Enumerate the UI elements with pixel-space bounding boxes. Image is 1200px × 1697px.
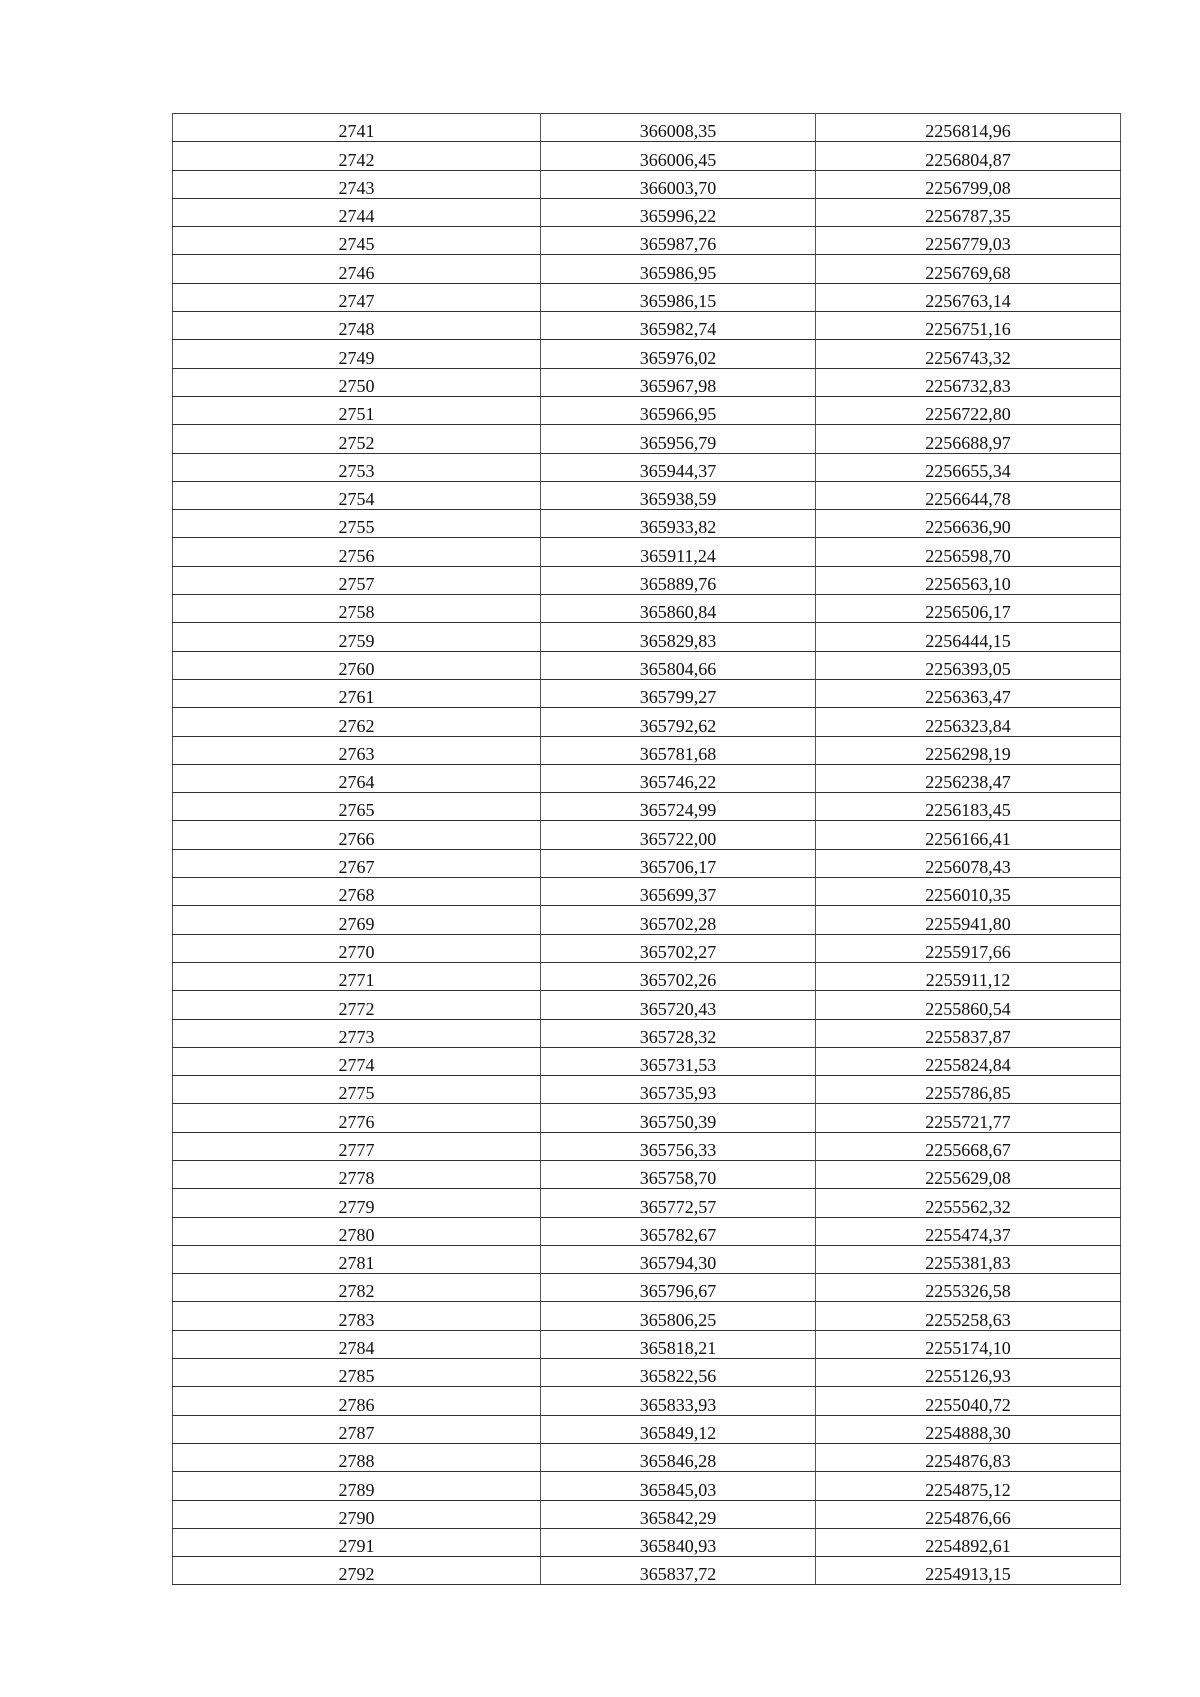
point-number-cell: 2776	[173, 1104, 541, 1132]
table-row	[173, 1047, 1121, 1075]
table-row	[173, 764, 1121, 792]
y-coordinate-cell: 2255911,12	[816, 962, 1121, 990]
y-coordinate-cell: 2256078,43	[816, 849, 1121, 877]
point-number-cell: 2757	[173, 566, 541, 594]
table-row	[173, 1302, 1121, 1330]
point-number-cell: 2752	[173, 425, 541, 453]
point-number-cell: 2760	[173, 651, 541, 679]
y-coordinate-cell: 2256444,15	[816, 623, 1121, 651]
table-row	[173, 595, 1121, 623]
y-coordinate-cell: 2255126,93	[816, 1359, 1121, 1387]
table-row	[173, 1217, 1121, 1245]
x-coordinate-cell: 365722,00	[541, 821, 816, 849]
x-coordinate-cell: 365781,68	[541, 736, 816, 764]
table-row	[173, 1387, 1121, 1415]
x-coordinate-cell: 365933,82	[541, 510, 816, 538]
y-coordinate-cell: 2255040,72	[816, 1387, 1121, 1415]
table-row	[173, 255, 1121, 283]
y-coordinate-cell: 2256598,70	[816, 538, 1121, 566]
point-number-cell: 2773	[173, 1019, 541, 1047]
table-row	[173, 510, 1121, 538]
point-number-cell: 2784	[173, 1330, 541, 1358]
point-number-cell: 2778	[173, 1160, 541, 1188]
x-coordinate-cell: 366006,45	[541, 142, 816, 170]
table-row	[173, 198, 1121, 226]
x-coordinate-cell: 365799,27	[541, 679, 816, 707]
x-coordinate-cell: 365758,70	[541, 1160, 816, 1188]
point-number-cell: 2791	[173, 1528, 541, 1556]
y-coordinate-cell: 2256393,05	[816, 651, 1121, 679]
table-row	[173, 1189, 1121, 1217]
table-row	[173, 396, 1121, 424]
table-row	[173, 1528, 1121, 1556]
point-number-cell: 2743	[173, 170, 541, 198]
point-number-cell: 2792	[173, 1557, 541, 1585]
table-row	[173, 566, 1121, 594]
point-number-cell: 2786	[173, 1387, 541, 1415]
table-row	[173, 1415, 1121, 1443]
coordinates-table	[172, 113, 1121, 1585]
point-number-cell: 2750	[173, 368, 541, 396]
y-coordinate-cell: 2255786,85	[816, 1076, 1121, 1104]
table-row	[173, 1472, 1121, 1500]
table-row	[173, 679, 1121, 707]
point-number-cell: 2789	[173, 1472, 541, 1500]
x-coordinate-cell: 365702,26	[541, 962, 816, 990]
y-coordinate-cell: 2255474,37	[816, 1217, 1121, 1245]
point-number-cell: 2755	[173, 510, 541, 538]
y-coordinate-cell: 2256787,35	[816, 198, 1121, 226]
x-coordinate-cell: 365986,15	[541, 283, 816, 311]
table-row	[173, 1443, 1121, 1471]
table-row	[173, 1019, 1121, 1047]
x-coordinate-cell: 365728,32	[541, 1019, 816, 1047]
point-number-cell: 2741	[173, 114, 541, 142]
x-coordinate-cell: 365911,24	[541, 538, 816, 566]
point-number-cell: 2782	[173, 1274, 541, 1302]
table-row	[173, 906, 1121, 934]
table-row	[173, 736, 1121, 764]
table-row	[173, 1076, 1121, 1104]
x-coordinate-cell: 365956,79	[541, 425, 816, 453]
table-row	[173, 623, 1121, 651]
table-row	[173, 1132, 1121, 1160]
point-number-cell: 2753	[173, 453, 541, 481]
x-coordinate-cell: 365782,67	[541, 1217, 816, 1245]
y-coordinate-cell: 2255668,67	[816, 1132, 1121, 1160]
point-number-cell: 2749	[173, 340, 541, 368]
y-coordinate-cell: 2256779,03	[816, 227, 1121, 255]
table-row	[173, 453, 1121, 481]
table-row	[173, 1330, 1121, 1358]
point-number-cell: 2771	[173, 962, 541, 990]
point-number-cell: 2764	[173, 764, 541, 792]
table-row	[173, 538, 1121, 566]
y-coordinate-cell: 2255824,84	[816, 1047, 1121, 1075]
y-coordinate-cell: 2256688,97	[816, 425, 1121, 453]
table-row	[173, 1557, 1121, 1585]
x-coordinate-cell: 365699,37	[541, 878, 816, 906]
y-coordinate-cell: 2254888,30	[816, 1415, 1121, 1443]
point-number-cell: 2790	[173, 1500, 541, 1528]
point-number-cell: 2767	[173, 849, 541, 877]
x-coordinate-cell: 365849,12	[541, 1415, 816, 1443]
table-row	[173, 481, 1121, 509]
y-coordinate-cell: 2256644,78	[816, 481, 1121, 509]
y-coordinate-cell: 2256506,17	[816, 595, 1121, 623]
point-number-cell: 2745	[173, 227, 541, 255]
point-number-cell: 2761	[173, 679, 541, 707]
y-coordinate-cell: 2256010,35	[816, 878, 1121, 906]
y-coordinate-cell: 2255860,54	[816, 991, 1121, 1019]
coordinates-table-body	[173, 114, 1121, 1585]
x-coordinate-cell: 365702,28	[541, 906, 816, 934]
x-coordinate-cell: 365987,76	[541, 227, 816, 255]
y-coordinate-cell: 2256323,84	[816, 708, 1121, 736]
x-coordinate-cell: 365750,39	[541, 1104, 816, 1132]
x-coordinate-cell: 365720,43	[541, 991, 816, 1019]
y-coordinate-cell: 2255941,80	[816, 906, 1121, 934]
point-number-cell: 2758	[173, 595, 541, 623]
point-number-cell: 2780	[173, 1217, 541, 1245]
table-row	[173, 1359, 1121, 1387]
point-number-cell: 2785	[173, 1359, 541, 1387]
y-coordinate-cell: 2256799,08	[816, 170, 1121, 198]
x-coordinate-cell: 365731,53	[541, 1047, 816, 1075]
table-row	[173, 340, 1121, 368]
table-row	[173, 227, 1121, 255]
point-number-cell: 2748	[173, 312, 541, 340]
y-coordinate-cell: 2255174,10	[816, 1330, 1121, 1358]
x-coordinate-cell: 365982,74	[541, 312, 816, 340]
point-number-cell: 2774	[173, 1047, 541, 1075]
y-coordinate-cell: 2254876,83	[816, 1443, 1121, 1471]
y-coordinate-cell: 2256563,10	[816, 566, 1121, 594]
y-coordinate-cell: 2256298,19	[816, 736, 1121, 764]
x-coordinate-cell: 365804,66	[541, 651, 816, 679]
y-coordinate-cell: 2256722,80	[816, 396, 1121, 424]
x-coordinate-cell: 365944,37	[541, 453, 816, 481]
point-number-cell: 2779	[173, 1189, 541, 1217]
point-number-cell: 2788	[173, 1443, 541, 1471]
x-coordinate-cell: 366003,70	[541, 170, 816, 198]
point-number-cell: 2765	[173, 793, 541, 821]
table-row	[173, 849, 1121, 877]
x-coordinate-cell: 365976,02	[541, 340, 816, 368]
table-row	[173, 934, 1121, 962]
table-row	[173, 425, 1121, 453]
x-coordinate-cell: 365996,22	[541, 198, 816, 226]
x-coordinate-cell: 365860,84	[541, 595, 816, 623]
x-coordinate-cell: 365735,93	[541, 1076, 816, 1104]
table-row	[173, 708, 1121, 736]
table-row	[173, 793, 1121, 821]
y-coordinate-cell: 2255381,83	[816, 1245, 1121, 1273]
point-number-cell: 2775	[173, 1076, 541, 1104]
x-coordinate-cell: 365796,67	[541, 1274, 816, 1302]
y-coordinate-cell: 2256769,68	[816, 255, 1121, 283]
table-row	[173, 878, 1121, 906]
y-coordinate-cell: 2256763,14	[816, 283, 1121, 311]
x-coordinate-cell: 365829,83	[541, 623, 816, 651]
y-coordinate-cell: 2255629,08	[816, 1160, 1121, 1188]
table-row	[173, 1500, 1121, 1528]
y-coordinate-cell: 2256238,47	[816, 764, 1121, 792]
x-coordinate-cell: 365840,93	[541, 1528, 816, 1556]
x-coordinate-cell: 365967,98	[541, 368, 816, 396]
point-number-cell: 2768	[173, 878, 541, 906]
table-row	[173, 368, 1121, 396]
point-number-cell: 2746	[173, 255, 541, 283]
y-coordinate-cell: 2255917,66	[816, 934, 1121, 962]
table-row	[173, 991, 1121, 1019]
y-coordinate-cell: 2255562,32	[816, 1189, 1121, 1217]
x-coordinate-cell: 365837,72	[541, 1557, 816, 1585]
table-row	[173, 1104, 1121, 1132]
y-coordinate-cell: 2255326,58	[816, 1274, 1121, 1302]
x-coordinate-cell: 365702,27	[541, 934, 816, 962]
point-number-cell: 2763	[173, 736, 541, 764]
table-row	[173, 170, 1121, 198]
table-row	[173, 142, 1121, 170]
y-coordinate-cell: 2254892,61	[816, 1528, 1121, 1556]
point-number-cell: 2781	[173, 1245, 541, 1273]
x-coordinate-cell: 365889,76	[541, 566, 816, 594]
y-coordinate-cell: 2255258,63	[816, 1302, 1121, 1330]
table-row	[173, 312, 1121, 340]
point-number-cell: 2756	[173, 538, 541, 566]
point-number-cell: 2762	[173, 708, 541, 736]
y-coordinate-cell: 2256655,34	[816, 453, 1121, 481]
point-number-cell: 2766	[173, 821, 541, 849]
x-coordinate-cell: 365846,28	[541, 1443, 816, 1471]
x-coordinate-cell: 365724,99	[541, 793, 816, 821]
table-row	[173, 1274, 1121, 1302]
x-coordinate-cell: 365756,33	[541, 1132, 816, 1160]
x-coordinate-cell: 366008,35	[541, 114, 816, 142]
x-coordinate-cell: 365845,03	[541, 1472, 816, 1500]
y-coordinate-cell: 2254913,15	[816, 1557, 1121, 1585]
x-coordinate-cell: 365772,57	[541, 1189, 816, 1217]
x-coordinate-cell: 365966,95	[541, 396, 816, 424]
y-coordinate-cell: 2255837,87	[816, 1019, 1121, 1047]
y-coordinate-cell: 2254875,12	[816, 1472, 1121, 1500]
y-coordinate-cell: 2256751,16	[816, 312, 1121, 340]
table-row	[173, 821, 1121, 849]
y-coordinate-cell: 2255721,77	[816, 1104, 1121, 1132]
table-row	[173, 962, 1121, 990]
x-coordinate-cell: 365818,21	[541, 1330, 816, 1358]
x-coordinate-cell: 365938,59	[541, 481, 816, 509]
x-coordinate-cell: 365792,62	[541, 708, 816, 736]
table-row	[173, 283, 1121, 311]
y-coordinate-cell: 2256363,47	[816, 679, 1121, 707]
table-row	[173, 114, 1121, 142]
point-number-cell: 2747	[173, 283, 541, 311]
table-row	[173, 1245, 1121, 1273]
y-coordinate-cell: 2256804,87	[816, 142, 1121, 170]
y-coordinate-cell: 2254876,66	[816, 1500, 1121, 1528]
point-number-cell: 2754	[173, 481, 541, 509]
point-number-cell: 2770	[173, 934, 541, 962]
y-coordinate-cell: 2256743,32	[816, 340, 1121, 368]
point-number-cell: 2783	[173, 1302, 541, 1330]
y-coordinate-cell: 2256732,83	[816, 368, 1121, 396]
point-number-cell: 2744	[173, 198, 541, 226]
point-number-cell: 2769	[173, 906, 541, 934]
y-coordinate-cell: 2256636,90	[816, 510, 1121, 538]
x-coordinate-cell: 365842,29	[541, 1500, 816, 1528]
x-coordinate-cell: 365806,25	[541, 1302, 816, 1330]
table-row	[173, 1160, 1121, 1188]
x-coordinate-cell: 365746,22	[541, 764, 816, 792]
y-coordinate-cell: 2256183,45	[816, 793, 1121, 821]
point-number-cell: 2751	[173, 396, 541, 424]
point-number-cell: 2759	[173, 623, 541, 651]
point-number-cell: 2772	[173, 991, 541, 1019]
point-number-cell: 2742	[173, 142, 541, 170]
x-coordinate-cell: 365706,17	[541, 849, 816, 877]
point-number-cell: 2777	[173, 1132, 541, 1160]
y-coordinate-cell: 2256166,41	[816, 821, 1121, 849]
y-coordinate-cell: 2256814,96	[816, 114, 1121, 142]
table-row	[173, 651, 1121, 679]
x-coordinate-cell: 365794,30	[541, 1245, 816, 1273]
x-coordinate-cell: 365986,95	[541, 255, 816, 283]
x-coordinate-cell: 365822,56	[541, 1359, 816, 1387]
x-coordinate-cell: 365833,93	[541, 1387, 816, 1415]
point-number-cell: 2787	[173, 1415, 541, 1443]
